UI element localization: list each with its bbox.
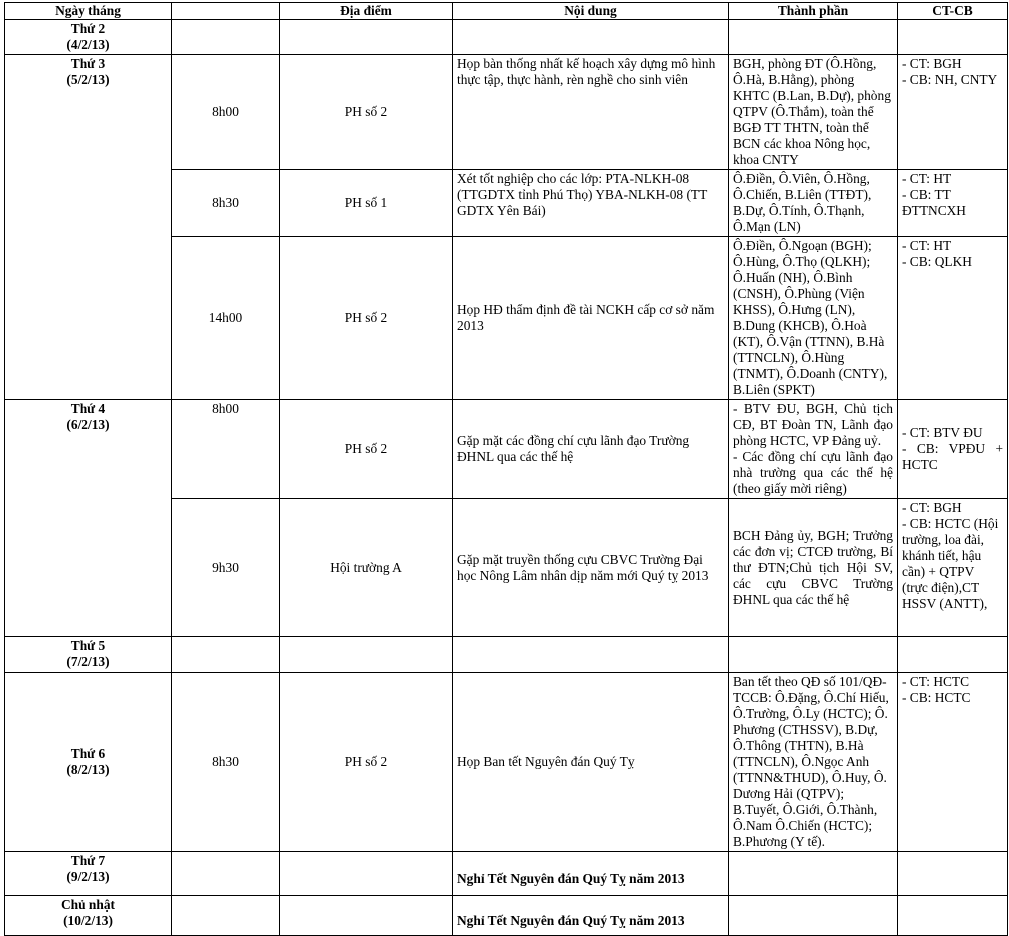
content-cell: Gặp mặt các đồng chí cựu lãnh đạo Trường ĐHNL qua các thế hệ	[453, 400, 729, 499]
participants-cell	[729, 852, 898, 896]
ctcb-line: - CT: HCTC	[902, 674, 970, 689]
header-content: Nội dung	[453, 3, 729, 20]
ctcb-cell	[898, 400, 1008, 499]
content-cell: Xét tốt nghiệp cho các lớp: PTA-NLKH-08 (TTGDTX tỉnh Phú Thọ) YBA-NLKH-08 (TT GDTX Yên Bái)	[453, 170, 729, 237]
ctcb-line: - CT: HT	[902, 238, 952, 253]
participants-cell: BCH Đảng ủy, BGH; Trưởng các đơn vị; CTCĐ trường, Bí thư ĐTN;Chủ tịch Hội SV, các cựu CBVC Trường ĐHNL qua các thế hệ	[729, 499, 898, 637]
ctcb-cell	[898, 637, 1008, 673]
content-cell	[453, 20, 729, 55]
table-row	[5, 896, 1008, 936]
schedule-table	[4, 2, 1008, 936]
place-cell	[280, 20, 453, 55]
time-cell	[172, 20, 280, 55]
header-blank	[172, 3, 280, 20]
header-place: Địa điểm	[280, 3, 453, 20]
header-ctcb: CT-CB	[898, 3, 1008, 20]
ctcb-line: - CT: BTV ĐU	[902, 425, 983, 440]
ctcb-line: - CB: QLKH	[902, 254, 972, 269]
place-cell: PH số 2	[280, 673, 453, 852]
time-cell	[172, 896, 280, 936]
day-cell	[5, 673, 172, 852]
time-cell	[172, 637, 280, 673]
holiday-note: Nghỉ Tết Nguyên đán Quý Tỵ năm 2013	[453, 896, 729, 936]
ctcb-cell	[898, 673, 1008, 852]
day-cell	[5, 20, 172, 55]
ctcb-line: - CB: HCTC	[902, 690, 971, 705]
participants-cell: Ban tết theo QĐ số 101/QĐ-TCCB: Ô.Đặng, Ô.Chí Hiếu, Ô.Trường, Ô.Ly (HCTC); Ô. Phương (CTHSSV), B.Dự, Ô.Thông (THTN), B.Hà (TTNCLN), Ô.Ngọc Anh (TTNN&THUD), Ô.Huy, Ô. Dương Hải (QTPV); B.Tuyết, Ô.Giới, Ô.Thành, Ô.Nam Ô.Chiến (HCTC); B.Phương (Y tế).	[729, 673, 898, 852]
day-date: (7/2/13)	[66, 654, 110, 669]
ctcb-line: - CB: VPĐU + HCTC	[902, 441, 1003, 472]
ctcb-cell	[898, 896, 1008, 936]
day-date: (10/2/13)	[63, 913, 113, 928]
ctcb-line: - CB: NH, CNTY	[902, 72, 998, 87]
content-cell: Họp HĐ thẩm định đề tài NCKH cấp cơ sở năm 2013	[453, 237, 729, 400]
ctcb-line: - CT: BGH	[902, 56, 962, 71]
day-date: (4/2/13)	[66, 37, 110, 52]
participants-line: - Các đồng chí cựu lãnh đạo nhà trường qua các thế hệ (theo giấy mời riêng)	[733, 449, 893, 496]
content-cell: Họp Ban tết Nguyên đán Quý Tỵ	[453, 673, 729, 852]
day-name: Thứ 4	[70, 401, 106, 416]
place-cell: PH số 2	[280, 400, 453, 499]
ctcb-line: - CB: TT ĐTTNCXH	[902, 187, 966, 218]
day-name: Thứ 2	[70, 21, 106, 36]
participants-cell	[729, 637, 898, 673]
table-row	[5, 400, 1008, 499]
participants-cell	[729, 896, 898, 936]
place-cell: PH số 2	[280, 55, 453, 170]
time-cell: 8h30	[172, 673, 280, 852]
participants-cell: Ô.Điền, Ô.Viên, Ô.Hồng, Ô.Chiến, B.Liên (TTĐT), B.Dự, Ô.Tính, Ô.Thạnh, Ô.Mạn (LN)	[729, 170, 898, 237]
day-name: Thứ 7	[70, 853, 106, 868]
participants-cell	[729, 20, 898, 55]
ctcb-line: - CT: HT	[902, 171, 952, 186]
participants-cell: BGH, phòng ĐT (Ô.Hồng, Ô.Hà, B.Hằng), phòng KHTC (B.Lan, B.Dự), phòng QTPV (Ô.Thắm), toàn thể BGĐ TT THTN, toàn thể BCN các khoa Nông học, khoa CNTY	[729, 55, 898, 170]
day-cell	[5, 852, 172, 896]
header-row	[5, 3, 1008, 20]
place-cell: PH số 1	[280, 170, 453, 237]
time-cell: 8h00	[172, 55, 280, 170]
day-date: (8/2/13)	[66, 762, 110, 777]
ctcb-cell	[898, 852, 1008, 896]
ctcb-cell	[898, 499, 1008, 637]
place-cell: Hội trường A	[280, 499, 453, 637]
place-cell	[280, 896, 453, 936]
ctcb-cell	[898, 55, 1008, 170]
ctcb-line: - CT: BGH	[902, 500, 962, 515]
day-name: Chủ nhật	[61, 897, 115, 912]
day-date: (6/2/13)	[66, 417, 110, 432]
day-date: (5/2/13)	[66, 72, 110, 87]
ctcb-cell	[898, 20, 1008, 55]
participants-cell	[729, 400, 898, 499]
content-cell: Họp bàn thống nhất kế hoạch xây dựng mô hình thực tập, thực hành, rèn nghề cho sinh viên	[453, 55, 729, 170]
time-cell: 8h00	[172, 400, 280, 499]
table-row	[5, 673, 1008, 852]
day-cell	[5, 637, 172, 673]
day-name: Thứ 3	[70, 56, 106, 71]
holiday-note: Nghỉ Tết Nguyên đán Quý Tỵ năm 2013	[453, 852, 729, 896]
day-name: Thứ 6	[70, 746, 106, 761]
day-cell	[5, 400, 172, 637]
table-row	[5, 637, 1008, 673]
day-cell	[5, 896, 172, 936]
day-name: Thứ 5	[70, 638, 106, 653]
ctcb-cell	[898, 237, 1008, 400]
ctcb-cell	[898, 170, 1008, 237]
time-cell: 8h30	[172, 170, 280, 237]
place-cell	[280, 637, 453, 673]
participants-line: - BTV ĐU, BGH, Chủ tịch CĐ, BT Đoàn TN, Lãnh đạo phòng HCTC, VP Đảng uỷ.	[733, 401, 893, 448]
table-row	[5, 55, 1008, 170]
table-row	[5, 20, 1008, 55]
time-cell: 9h30	[172, 499, 280, 637]
day-cell	[5, 55, 172, 400]
header-date: Ngày tháng	[5, 3, 172, 20]
content-cell	[453, 637, 729, 673]
place-cell	[280, 852, 453, 896]
place-cell: PH số 2	[280, 237, 453, 400]
ctcb-line: - CB: HCTC (Hội trường, loa đài, khánh tiết, hậu cần) + QTPV (trực điện),CT HSSV (ANTT),	[902, 516, 999, 611]
table-row	[5, 852, 1008, 896]
participants-cell: Ô.Điền, Ô.Ngoạn (BGH); Ô.Hùng, Ô.Thọ (QLKH); Ô.Huấn (NH), Ô.Bình (CNSH), Ô.Phùng (Viện KHSS), Ô.Hưng (LN), B.Dung (KHCB), Ô.Hoà (KT), Ô.Vận (TTNN), B.Hà (TTNCLN), Ô.Hùng (TNMT), Ô.Doanh (CNTY), B.Liên (SPKT)	[729, 237, 898, 400]
time-cell	[172, 852, 280, 896]
content-cell: Gặp mặt truyền thống cựu CBVC Trường Đại học Nông Lâm nhân dịp năm mới Quý tỵ 2013	[453, 499, 729, 637]
day-date: (9/2/13)	[66, 869, 110, 884]
header-participants: Thành phần	[729, 3, 898, 20]
time-cell: 14h00	[172, 237, 280, 400]
